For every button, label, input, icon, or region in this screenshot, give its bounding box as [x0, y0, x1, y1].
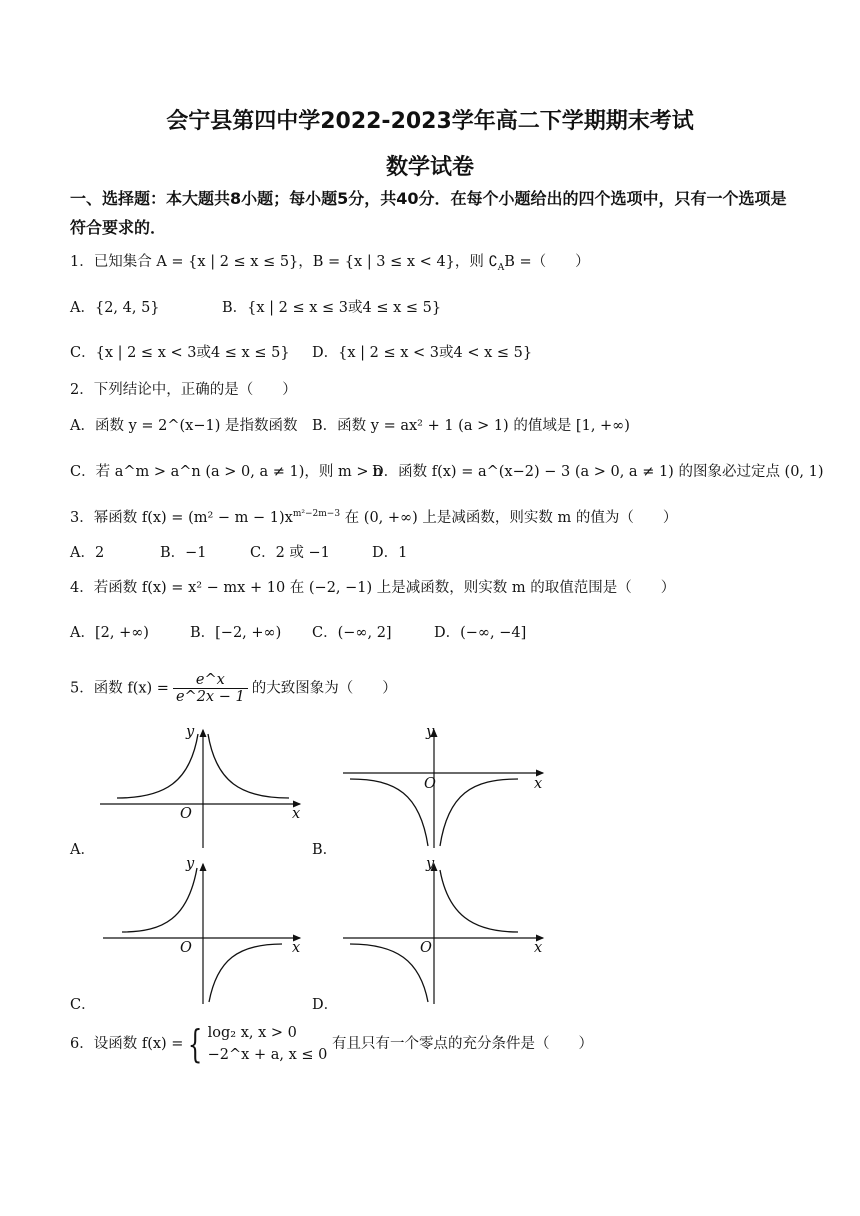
question-stem-end: 的大致图象为（ ） [251, 680, 397, 697]
graph-a-origin-label: O [180, 806, 192, 822]
q4-option-b[interactable]: B．[−2, +∞) [190, 625, 282, 641]
graph-a-x-label: x [292, 806, 301, 822]
question-1 [70, 250, 590, 273]
fraction [173, 672, 248, 705]
graph-d-x-label: x [534, 940, 543, 956]
q4-option-d[interactable]: D．(−∞, −4] [434, 625, 527, 641]
question-stem-end: B =（ ） [504, 254, 590, 270]
case-1: log₂ x, x > 0 [207, 1025, 297, 1041]
fraction-denominator: e^2x − 1 [175, 689, 245, 705]
q5-option-d[interactable]: D． [312, 997, 339, 1013]
q1-option-a[interactable]: A．{2, 4, 5} [70, 300, 160, 316]
q3-option-b[interactable]: B．−1 [160, 545, 207, 561]
question-stem-end: 在 (0, +∞) 上是减函数，则实数 m 的值为（ ） [340, 510, 678, 526]
section-heading: 一、选择题：本大题共8小题；每小题5分，共40分．在每个小题给出的四个选项中，只有一个选项是符合要求的． [70, 189, 787, 237]
q2-option-c[interactable]: C．若 a^m > a^n (a > 0, a ≠ 1)，则 m > n [70, 464, 383, 480]
q5-option-b[interactable]: B． [312, 842, 338, 858]
stem-exponent: m²−2m−3 [292, 509, 341, 520]
q3-option-c[interactable]: C．2 或 −1 [250, 545, 330, 561]
question-stem: 函数 f(x) = [93, 680, 169, 697]
fraction-numerator: e^x [173, 672, 248, 689]
piecewise-cases [208, 1022, 328, 1066]
graph-b-y-label: y [426, 724, 435, 740]
graph-d-origin-label: O [420, 940, 432, 956]
graph-d-y-label: y [426, 856, 435, 872]
left-brace: { [188, 1022, 203, 1066]
exam-title: 会宁县第四中学2022-2023学年高二下学期期末考试 [166, 109, 694, 134]
question-number: 3． [70, 510, 94, 526]
question-number: 2． [70, 382, 94, 398]
question-number: 4． [70, 580, 94, 596]
question-stem: 下列结论中，正确的是（ ） [93, 382, 297, 398]
exam-subtitle: 数学试卷 [385, 155, 474, 180]
graph-c [98, 856, 308, 1006]
q2-option-a[interactable]: A．函数 y = 2^(x−1) 是指数函数 [70, 418, 298, 434]
graph-d [338, 856, 550, 1006]
q3-option-d[interactable]: D．1 [372, 545, 408, 561]
case-2: −2^x + a, x ≤ 0 [207, 1047, 328, 1063]
q5-option-c[interactable]: C． [70, 997, 96, 1013]
question-3 [70, 506, 677, 527]
q4-option-c[interactable]: C．(−∞, 2] [312, 625, 392, 641]
question-2 [70, 378, 297, 399]
question-6 [70, 1022, 593, 1066]
question-stem: 已知集合 A = {x | 2 ≤ x ≤ 5}，B = {x | 3 ≤ x < 4}，则 ∁ [93, 254, 498, 270]
graph-c-origin-label: O [180, 940, 192, 956]
graph-c-x-label: x [292, 940, 301, 956]
q2-option-d[interactable]: D．函数 f(x) = a^(x−2) − 3 (a > 0, a ≠ 1) 的图象必过定点 (0, 1) [372, 464, 824, 480]
q2-option-b[interactable]: B．函数 y = ax² + 1 (a > 1) 的值域是 [1, +∞) [312, 418, 630, 434]
stem-subscript: A [497, 262, 505, 273]
q3-option-a[interactable]: A．2 [70, 545, 105, 561]
graph-b [338, 722, 550, 850]
question-stem: 幂函数 f(x) = (m² − m − 1)x [93, 510, 293, 526]
question-number: 5． [70, 680, 94, 697]
q5-option-a[interactable]: A． [70, 842, 95, 858]
question-5 [70, 672, 397, 705]
question-4 [70, 576, 675, 597]
q1-option-c[interactable]: C．{x | 2 ≤ x < 3或4 ≤ x ≤ 5} [70, 345, 290, 361]
q1-option-d[interactable]: D．{x | 2 ≤ x < 3或4 < x ≤ 5} [312, 345, 533, 361]
question-stem: 设函数 f(x) = [93, 1036, 184, 1052]
q1-option-b[interactable]: B．{x | 2 ≤ x ≤ 3或4 ≤ x ≤ 5} [222, 300, 442, 316]
graph-a [95, 722, 310, 850]
graph-c-y-label: y [186, 856, 195, 872]
graph-a-y-label: y [186, 724, 195, 740]
question-number: 1． [70, 254, 94, 270]
graph-b-x-label: x [534, 776, 543, 792]
graph-b-origin-label: O [424, 776, 436, 792]
question-stem-end: 有且只有一个零点的充分条件是（ ） [331, 1036, 593, 1052]
question-number: 6． [70, 1036, 94, 1052]
question-stem: 若函数 f(x) = x² − mx + 10 在 (−2, −1) 上是减函数，则实数 m 的取值范围是（ ） [93, 580, 676, 596]
q4-option-a[interactable]: A．[2, +∞) [70, 625, 149, 641]
